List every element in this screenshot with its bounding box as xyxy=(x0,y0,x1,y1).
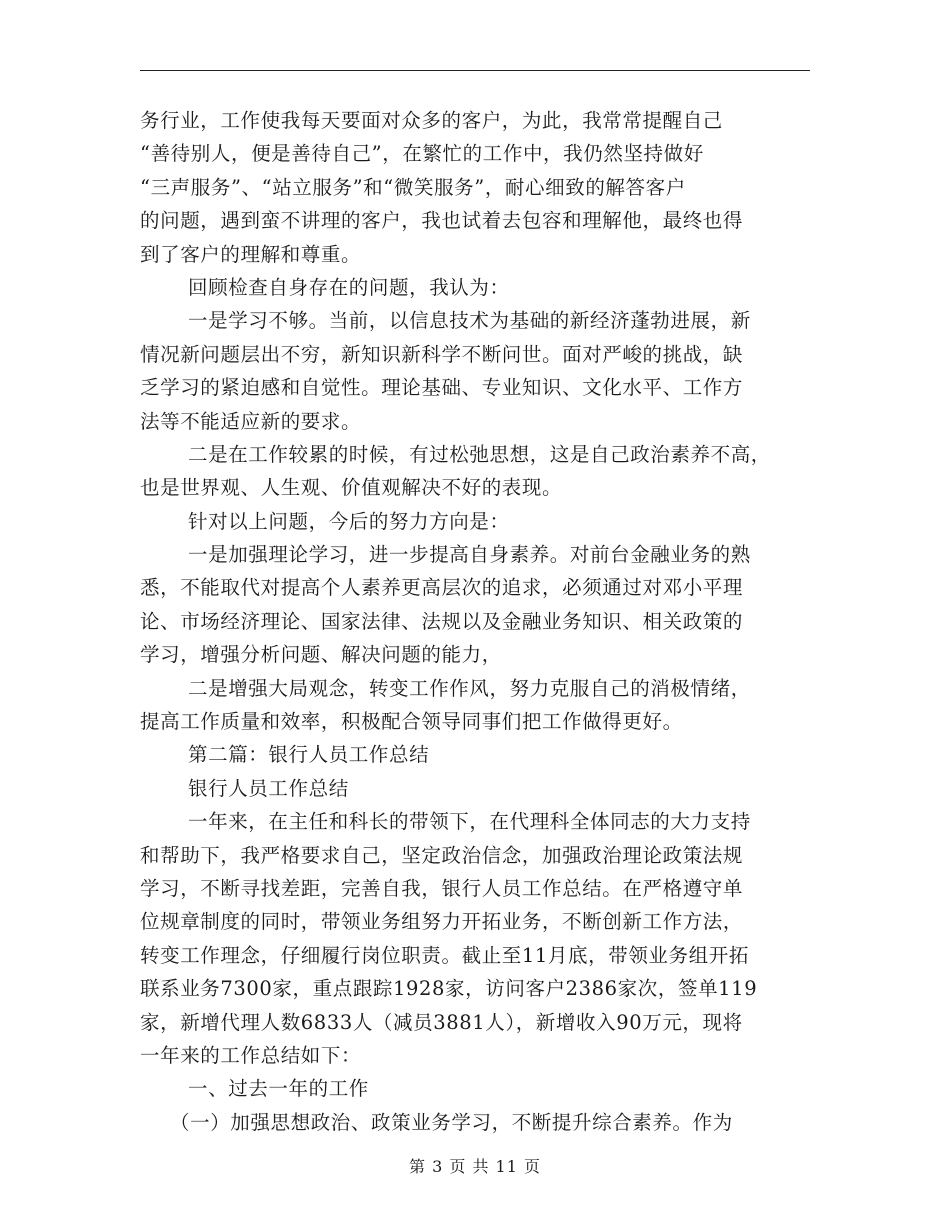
text-line: 一年来，在主任和科长的带领下，在代理科全体同志的大力支持 xyxy=(188,810,751,834)
text-line: 学习，不断寻找差距，完善自我，银行人员工作总结。在严格遵守单 xyxy=(140,876,744,900)
text-line: 家，新增代理人数6833人（减员3881人），新增收入90万元，现将 xyxy=(140,1010,743,1034)
text-line: 一年来的工作总结如下： xyxy=(140,1043,362,1067)
text-line: 乏学习的紧迫感和自觉性。理论基础、专业知识、文化水平、工作方 xyxy=(140,376,744,400)
header-rule xyxy=(140,70,810,71)
text-line: 悉，不能取代对提高个人素养更高层次的追求，必须通过对邓小平理 xyxy=(140,576,744,600)
text-line: 情况新问题层出不穷，新知识新科学不断问世。面对严峻的挑战，缺 xyxy=(140,342,744,366)
text-line: 位规章制度的同时，带领业务组努力开拓业务，不断创新工作方法， xyxy=(140,910,744,934)
text-line: （一）加强思想政治、政策业务学习，不断提升综合素养。作为 xyxy=(170,1110,733,1134)
text-line: “三声服务”、“站立服务”和“微笑服务”，耐心细致的解答客户 xyxy=(140,175,686,199)
section-title: 银行人员工作总结 xyxy=(188,776,349,800)
text-line: 一、过去一年的工作 xyxy=(188,1077,369,1101)
text-line: 转变工作理念，仔细履行岗位职责。截止至11月底，带领业务组开拓 xyxy=(140,943,749,967)
text-line: 提高工作质量和效率，积极配合领导同事们把工作做得更好。 xyxy=(140,710,683,734)
text-line: 法等不能适应新的要求。 xyxy=(140,409,362,433)
page-number: 第 3 页 共 11 页 xyxy=(409,1157,541,1176)
text-line: 到了客户的理解和尊重。 xyxy=(140,242,362,266)
text-line: 也是世界观、人生观、价值观解决不好的表现。 xyxy=(140,476,563,500)
text-line: 针对以上问题，今后的努力方向是： xyxy=(188,509,510,533)
text-line: 一是学习不够。当前，以信息技术为基础的新经济蓬勃进展，新 xyxy=(188,309,751,333)
text-line: 学习，增强分析问题、解决问题的能力， xyxy=(140,643,502,667)
section-heading: 第二篇：银行人员工作总结 xyxy=(188,743,430,767)
text-line: 论、市场经济理论、国家法律、法规以及金融业务知识、相关政策的 xyxy=(140,609,744,633)
text-line: 联系业务7300家，重点跟踪1928家，访问客户2386家次，签单119 xyxy=(140,977,758,1001)
text-line: 一是加强理论学习，进一步提高自身素养。对前台金融业务的熟 xyxy=(188,543,751,567)
text-line: 务行业，工作使我每天要面对众多的客户，为此，我常常提醒自己 xyxy=(140,109,723,132)
text-line: 二是增强大局观念，转变工作作风，努力克服自己的消极情绪， xyxy=(188,676,751,700)
page-footer xyxy=(0,1154,950,1177)
body-text xyxy=(140,104,810,1139)
text-line: 二是在工作较累的时候，有过松弛思想，这是自己政治素养不高， xyxy=(188,442,771,466)
text-line: 和帮助下，我严格要求自己，坚定政治信念，加强政治理论政策法规 xyxy=(140,843,744,867)
text-line: “善待别人，便是善待自己”，在繁忙的工作中，我仍然坚持做好 xyxy=(140,142,704,166)
text-line: 的问题，遇到蛮不讲理的客户，我也试着去包容和理解他，最终也得 xyxy=(140,209,744,233)
text-line: 回顾检查自身存在的问题，我认为： xyxy=(188,275,510,299)
